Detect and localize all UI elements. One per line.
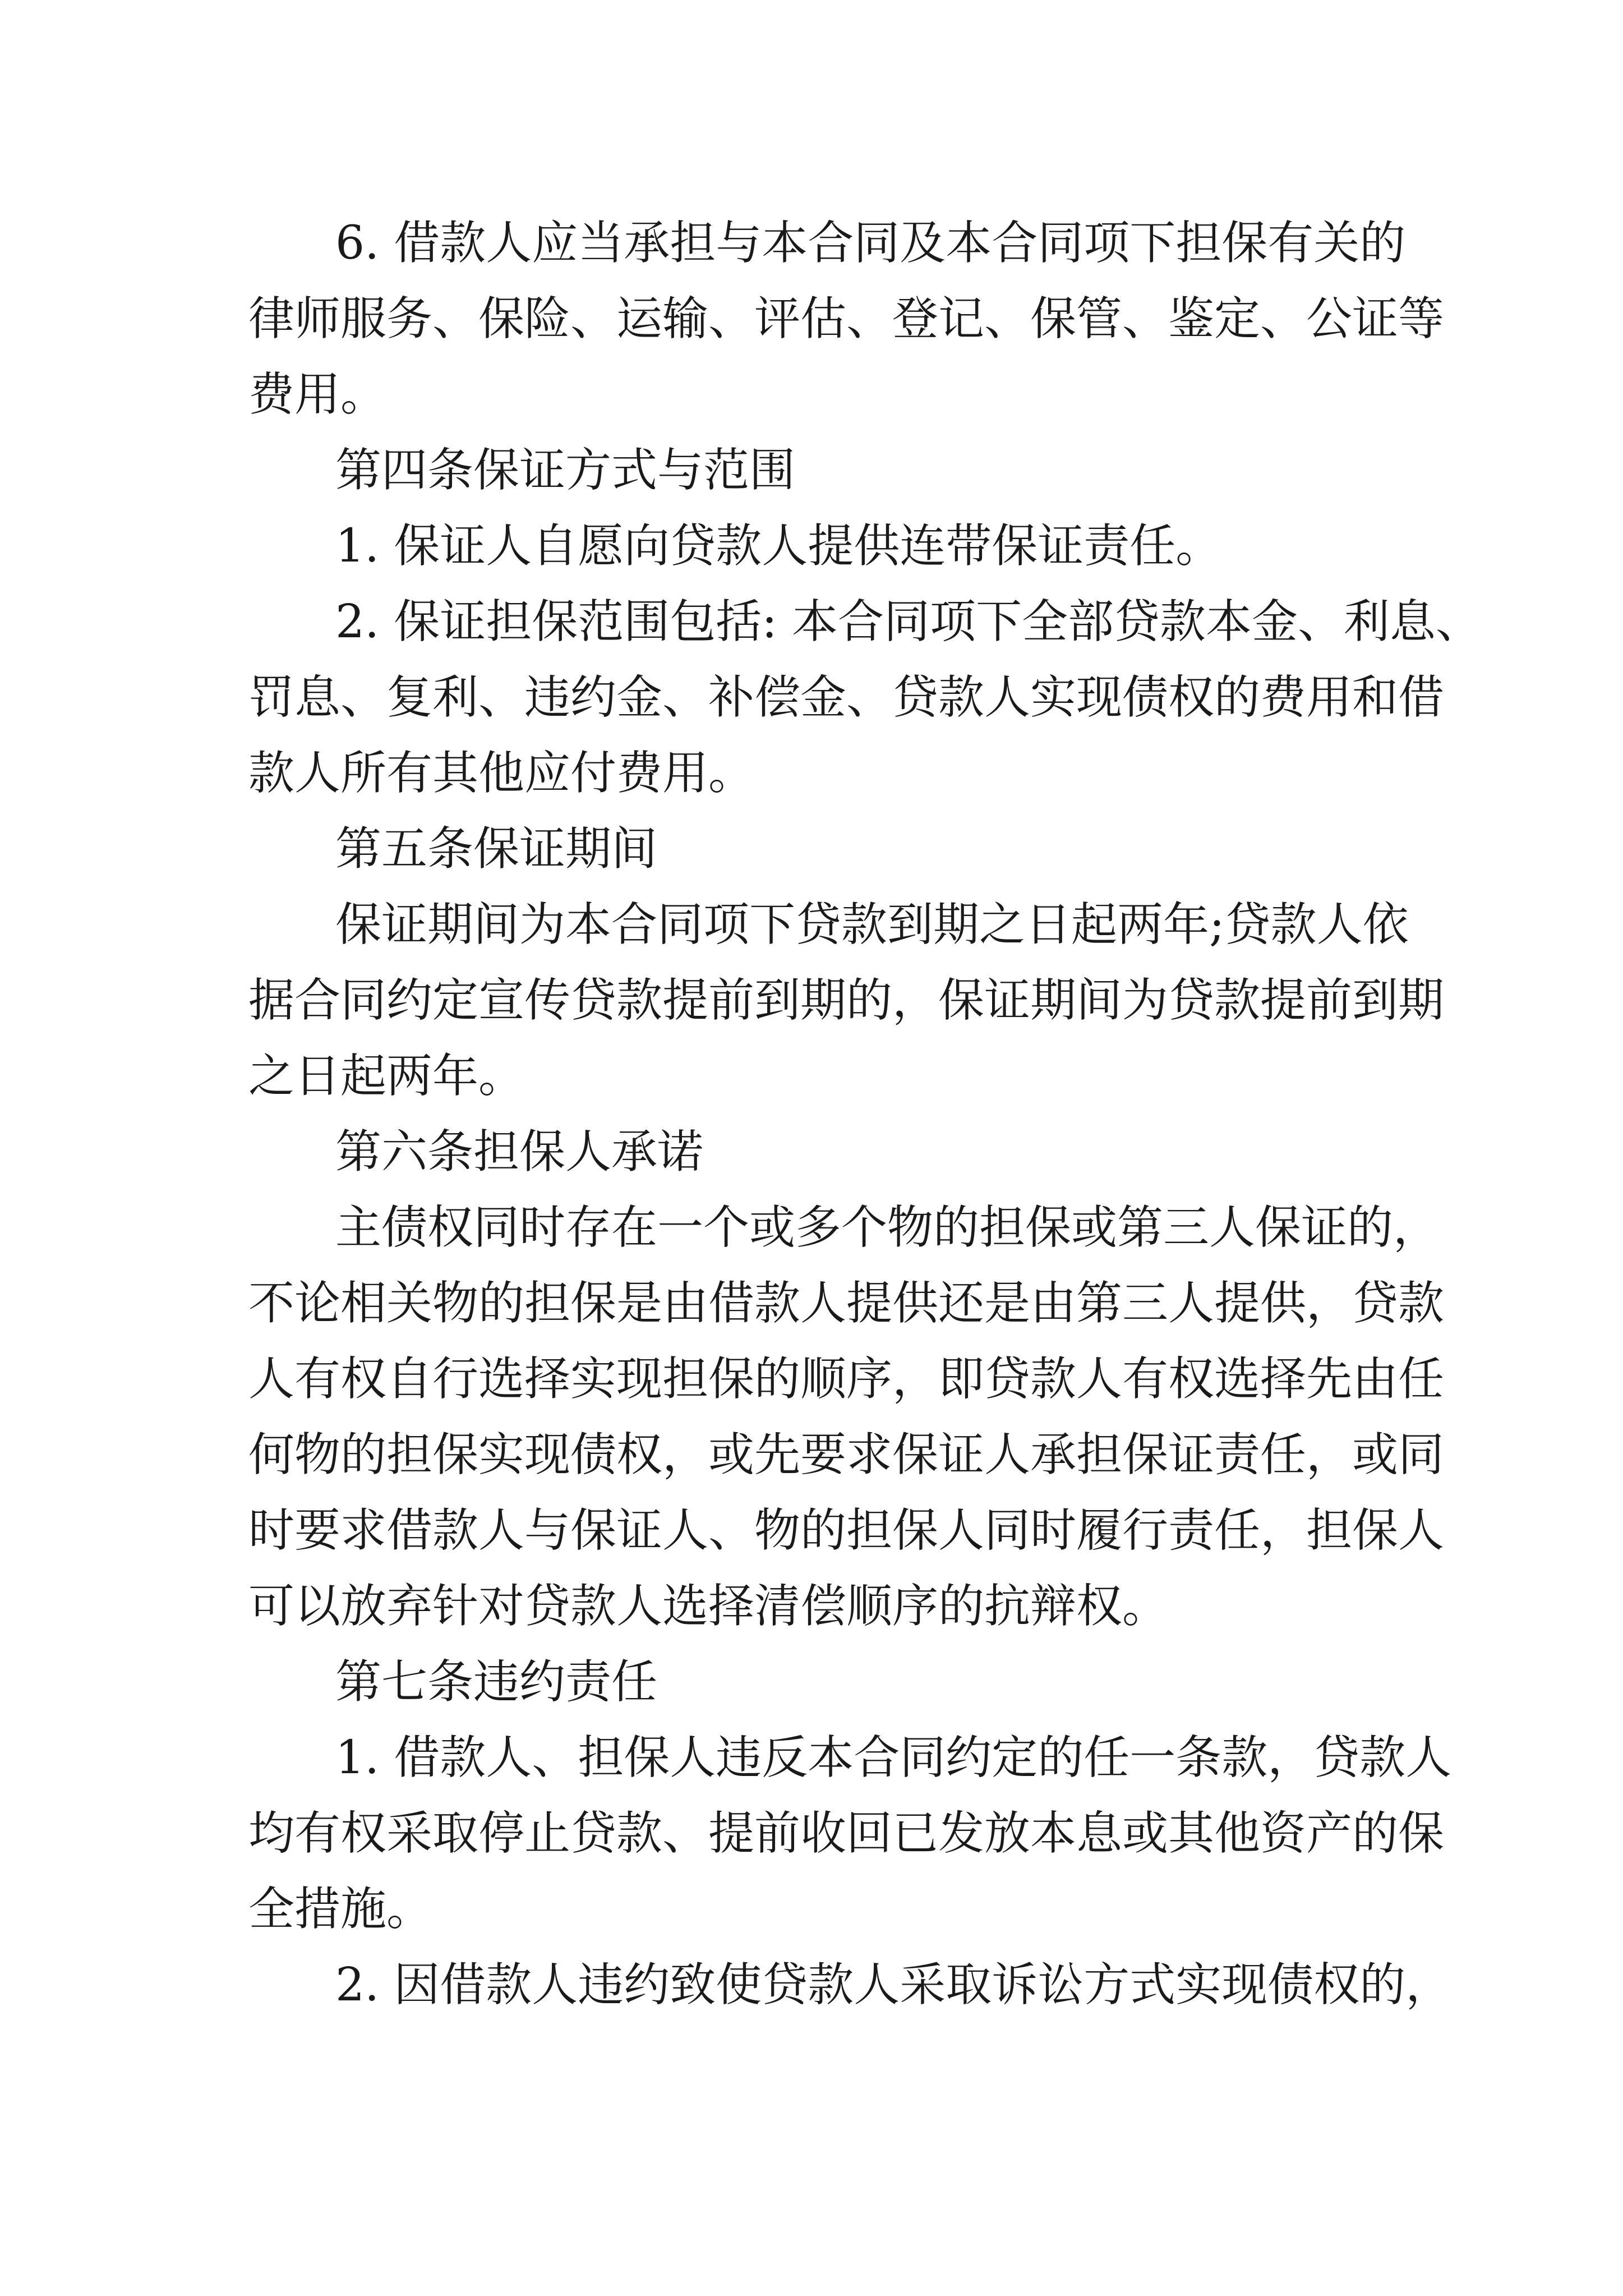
paragraph-line: 全措施。 — [248, 1883, 433, 1936]
paragraph-line: 人有权自行选择实现担保的顺序，即贷款人有权选择先由任 — [248, 1352, 1445, 1406]
paragraph-line: 1. 保证人自愿向贷款人提供连带保证责任。 — [335, 519, 1222, 573]
paragraph-line: 主债权同时存在一个或多个物的担保或第三人保证的， — [335, 1201, 1440, 1254]
paragraph-line: 罚息、复利、违约金、补偿金、贷款人实现债权的费用和借 — [248, 671, 1445, 724]
paragraph-line: 6. 借款人应当承担与本合同及本合同项下担保有关的 — [335, 217, 1406, 270]
paragraph-line: 费用。 — [248, 368, 387, 421]
paragraph-line: 之日起两年。 — [248, 1050, 525, 1103]
paragraph-line: 可以放弃针对贷款人选择清偿顺序的抗辩权。 — [248, 1580, 1169, 1633]
paragraph-line: 时要求借款人与保证人、物的担保人同时履行责任，担保人 — [248, 1504, 1445, 1557]
section-heading: 第四条保证方式与范围 — [335, 444, 796, 497]
paragraph-line: 款人所有其他应付费用。 — [248, 747, 755, 800]
paragraph-line: 2. 因借款人违约致使贷款人采取诉讼方式实现债权的， — [335, 1958, 1452, 2012]
paragraph-line: 1. 借款人、担保人违反本合同约定的任一条款，贷款人 — [335, 1731, 1452, 1784]
paragraph-line: 据合同约定宣传贷款提前到期的，保证期间为贷款提前到期 — [248, 974, 1445, 1027]
section-heading: 第五条保证期间 — [335, 822, 658, 876]
paragraph-line: 保证期间为本合同项下贷款到期之日起两年;贷款人依 — [335, 898, 1409, 951]
section-heading: 第六条担保人承诺 — [335, 1125, 704, 1179]
paragraph-line: 均有权采取停止贷款、提前收回已发放本息或其他资产的保 — [248, 1807, 1445, 1860]
section-heading: 第七条违约责任 — [335, 1655, 658, 1709]
paragraph-line: 不论相关物的担保是由借款人提供还是由第三人提供，贷款 — [248, 1277, 1445, 1330]
paragraph-line: 2. 保证担保范围包括: 本合同项下全部贷款本金、利息、 — [335, 595, 1482, 648]
paragraph-line: 律师服务、保险、运输、评估、登记、保管、鉴定、公证等 — [248, 292, 1445, 346]
paragraph-line: 何物的担保实现债权，或先要求保证人承担保证责任，或同 — [248, 1428, 1445, 1481]
